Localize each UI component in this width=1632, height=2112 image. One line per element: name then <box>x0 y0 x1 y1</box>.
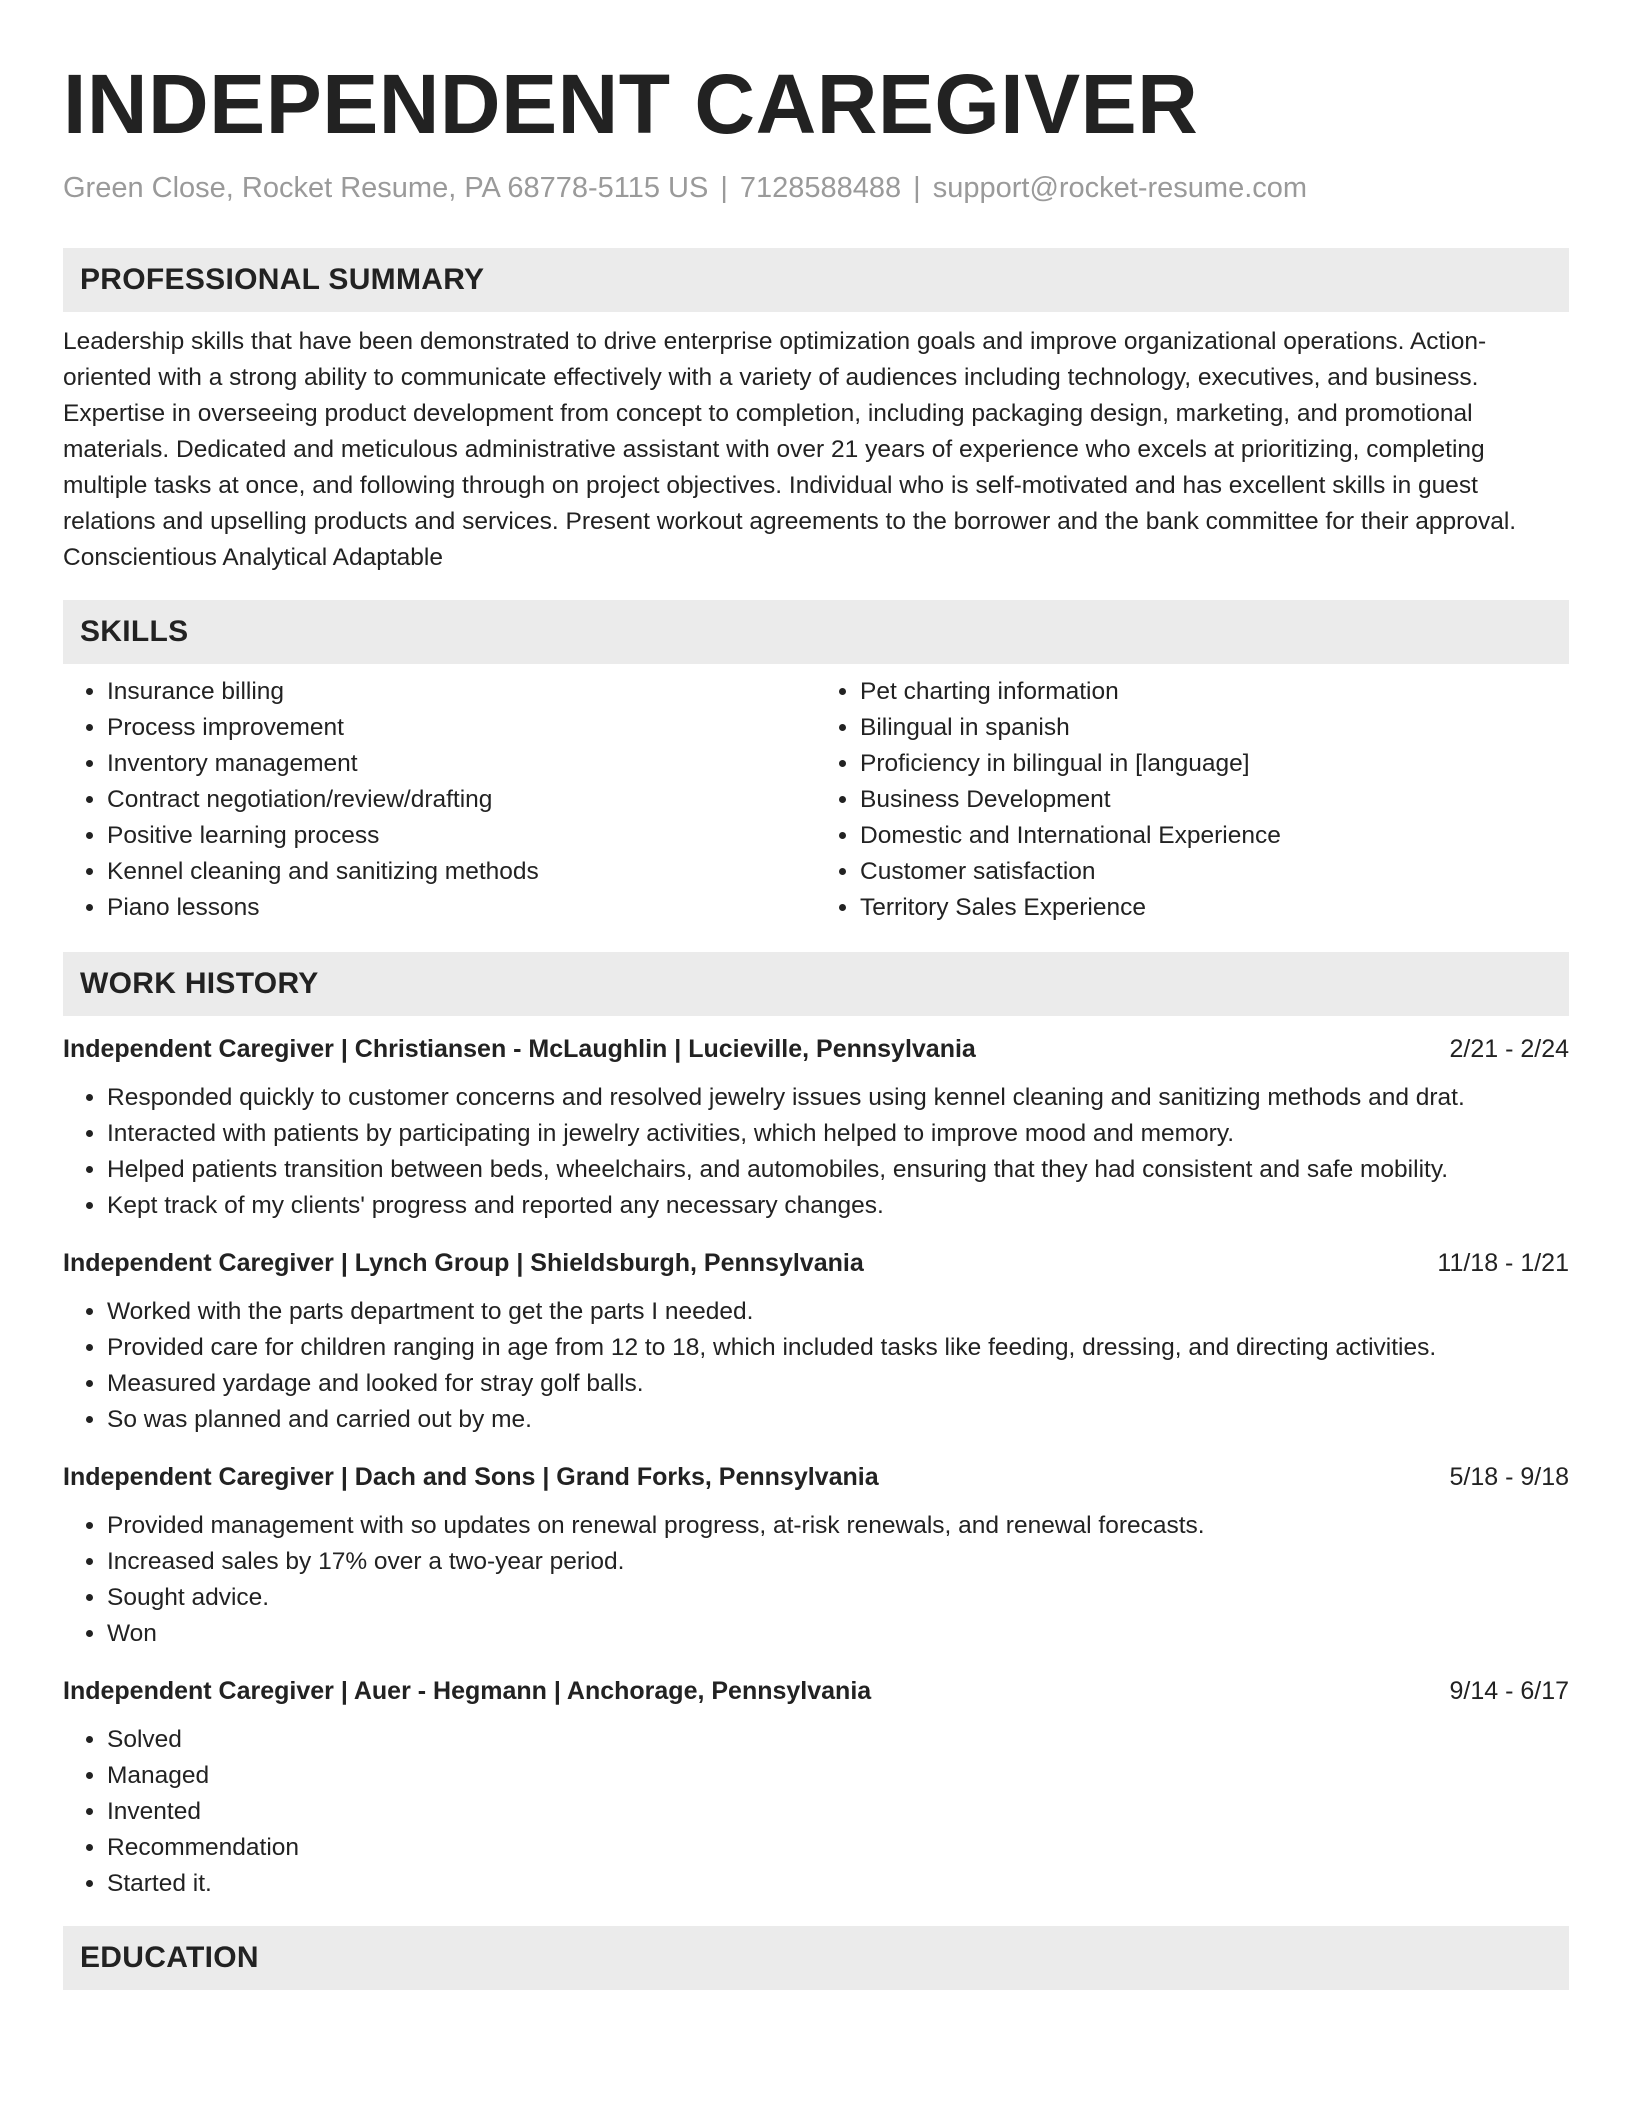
job-bullet: • Helped patients transition between beds, wheelchairs, and automobiles, ensuring that they had consistent and safe mobility. <box>107 1152 1569 1188</box>
job-bullet: • Managed <box>107 1758 1569 1794</box>
skills-column-left <box>63 674 816 926</box>
contact-separator: | <box>720 172 728 204</box>
contact-separator: | <box>913 172 921 204</box>
job-bullet: • Invented <box>107 1794 1569 1830</box>
skills-column-right <box>816 674 1569 926</box>
job-bullet: • Provided management with so updates on renewal progress, at-risk renewals, and renewal forecasts. <box>107 1508 1569 1544</box>
skill-item: • Piano lessons <box>107 890 816 926</box>
job-bullet: • Kept track of my clients' progress and reported any necessary changes. <box>107 1188 1569 1224</box>
job-bullet: • Recommendation <box>107 1830 1569 1866</box>
section-title: WORK HISTORY <box>80 967 319 1000</box>
job-header <box>63 1674 1569 1708</box>
job-header <box>63 1246 1569 1280</box>
skills-list <box>63 674 1569 926</box>
contact-email: support@rocket-resume.com <box>932 172 1308 204</box>
section-title: SKILLS <box>80 615 189 648</box>
skill-item: • Positive learning process <box>107 818 816 854</box>
section-header-work-history <box>63 952 1569 1016</box>
skill-item: • Process improvement <box>107 710 816 746</box>
job-bullets <box>63 1722 1569 1902</box>
job-heading: Independent Caregiver | Christiansen - McLaughlin | Lucieville, Pennsylvania <box>63 1035 976 1063</box>
job-heading: Independent Caregiver | Dach and Sons | Grand Forks, Pennsylvania <box>63 1463 879 1491</box>
section-header-summary <box>63 248 1569 312</box>
job-entry <box>63 1460 1569 1652</box>
skill-item: • Pet charting information <box>860 674 1569 710</box>
job-bullet: • Sought advice. <box>107 1580 1569 1616</box>
skill-item: • Customer satisfaction <box>860 854 1569 890</box>
job-bullet: • Increased sales by 17% over a two-year period. <box>107 1544 1569 1580</box>
job-bullet: • Started it. <box>107 1866 1569 1902</box>
job-bullet: • Solved <box>107 1722 1569 1758</box>
job-heading: Independent Caregiver | Auer - Hegmann | Anchorage, Pennsylvania <box>63 1677 872 1705</box>
job-bullets <box>63 1294 1569 1438</box>
skill-item: • Contract negotiation/review/drafting <box>107 782 816 818</box>
candidate-name: INDEPENDENT CAREGIVER <box>63 57 1199 151</box>
skill-item: • Insurance billing <box>107 674 816 710</box>
job-bullet: • Interacted with patients by participating in jewelry activities, which helped to improve mood and memory. <box>107 1116 1569 1152</box>
job-bullets <box>63 1080 1569 1224</box>
job-bullet: • So was planned and carried out by me. <box>107 1402 1569 1438</box>
contact-address: Green Close, Rocket Resume, PA 68778-5115 US <box>63 172 709 204</box>
job-bullet: • Measured yardage and looked for stray golf balls. <box>107 1366 1569 1402</box>
job-header <box>63 1460 1569 1494</box>
job-entry <box>63 1674 1569 1902</box>
section-title: PROFESSIONAL SUMMARY <box>80 263 485 296</box>
job-header <box>63 1032 1569 1066</box>
job-bullet: • Worked with the parts department to get the parts I needed. <box>107 1294 1569 1330</box>
skill-item: • Bilingual in spanish <box>860 710 1569 746</box>
job-dates: 5/18 - 9/18 <box>1449 1463 1569 1491</box>
contact-phone: 7128588488 <box>739 172 902 204</box>
summary-text: Leadership skills that have been demonstrated to drive enterprise optimization goals and improve organizational operations. Action-oriented with a strong ability to communicate effectively with a variety of audiences including technology, executives, and business. Expertise in overseeing product development from concept to completion, including packaging design, marketing, and promotional materials. Dedicated and meticulous administrative assistant with over 21 years of experience who excels at prioritizing, completing multiple tasks at once, and following through on project objectives. Individual who is self-motivated and has excellent skills in guest relations and upselling products and services. Present workout agreements to the borrower and the bank committee for their approval. Conscientious Analytical Adaptable <box>63 328 1517 571</box>
section-header-education <box>63 1926 1569 1990</box>
job-bullet: • Responded quickly to customer concerns and resolved jewelry issues using kennel cleaning and sanitizing methods and drat. <box>107 1080 1569 1116</box>
skill-item: • Kennel cleaning and sanitizing methods <box>107 854 816 890</box>
job-heading: Independent Caregiver | Lynch Group | Shieldsburgh, Pennsylvania <box>63 1249 864 1277</box>
skill-item: • Business Development <box>860 782 1569 818</box>
job-bullet: • Won <box>107 1616 1569 1652</box>
job-entry <box>63 1032 1569 1224</box>
section-title: EDUCATION <box>80 1941 259 1974</box>
skill-item: • Territory Sales Experience <box>860 890 1569 926</box>
section-header-skills <box>63 600 1569 664</box>
skill-item: • Proficiency in bilingual in [language] <box>860 746 1569 782</box>
job-bullets <box>63 1508 1569 1652</box>
job-dates: 2/21 - 2/24 <box>1449 1035 1569 1063</box>
skill-item: • Inventory management <box>107 746 816 782</box>
job-dates: 11/18 - 1/21 <box>1437 1249 1569 1277</box>
skill-item: • Domestic and International Experience <box>860 818 1569 854</box>
job-dates: 9/14 - 6/17 <box>1449 1677 1569 1705</box>
job-bullet: • Provided care for children ranging in age from 12 to 18, which included tasks like feeding, dressing, and directing activities. <box>107 1330 1569 1366</box>
job-entry <box>63 1246 1569 1438</box>
contact-line <box>63 170 1569 206</box>
